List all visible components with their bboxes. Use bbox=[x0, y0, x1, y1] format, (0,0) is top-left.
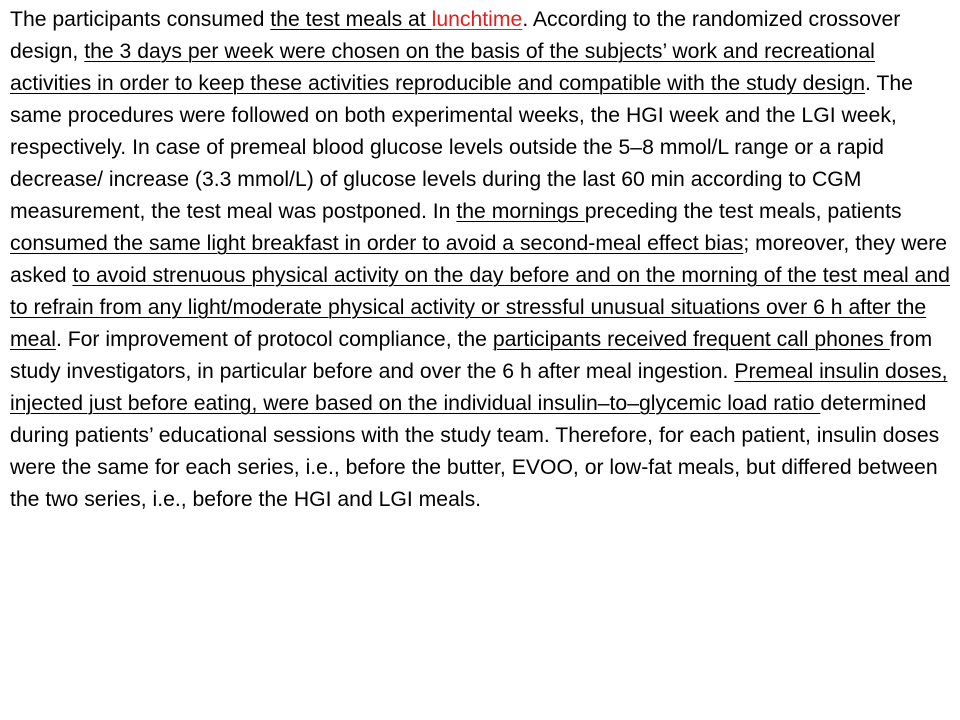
underlined-phrase: lunchtime bbox=[431, 8, 523, 31]
underlined-phrase: Premeal insulin doses, injected just before eating, were based on the individual insulin–to–glycemic load ratio bbox=[10, 360, 948, 415]
underlined-phrase: to avoid strenuous physical activity on the day before and on the morning of the test meal and to refrain from any light/moderate physical activity or stressful unusual situations over 6 h after the meal bbox=[10, 264, 950, 351]
text-segment: determined during patients’ educational sessions with the study team. Therefore, for each patient, insulin doses were the same for each series, i.e., before the butter, EVOO, or low-fat meals, but differed between the two series, i.e., before the HGI and LGI meals. bbox=[10, 392, 940, 511]
underlined-phrase: the test meals at bbox=[270, 8, 432, 31]
text-segment: . According to the randomized crossover design, bbox=[10, 8, 901, 63]
underlined-phrase: the mornings bbox=[456, 200, 585, 223]
text-segment: preceding the test meals, patients bbox=[584, 200, 902, 223]
text-segment: The participants consumed bbox=[10, 8, 271, 31]
text-segment: . The same procedures were followed on both experimental weeks, the HGI week and the LGI week, respectively. In case of premeal blood glucose levels outside the 5–8 mmol/L range or a rapid decrease/ increase (3.3 mmol/L) of glucose levels during the last 60 min according to CGM measurement, the test meal was postponed. In bbox=[10, 72, 913, 223]
underlined-phrase: consumed the same light breakfast in order to avoid a second-meal effect bias bbox=[10, 232, 744, 255]
underlined-phrase: participants received frequent call phones bbox=[492, 328, 890, 351]
underlined-phrase: the 3 days per week were chosen on the basis of the subjects’ work and recreational activities in order to keep these activities reproducible and compatible with the study design bbox=[10, 40, 875, 95]
text-segment: from study investigators, in particular before and over the 6 h after meal ingestion. bbox=[10, 328, 933, 383]
text-segment: . For improvement of protocol compliance, the bbox=[55, 328, 493, 351]
body-paragraph bbox=[10, 4, 956, 516]
text-segment: ; moreover, they were asked bbox=[10, 232, 948, 287]
